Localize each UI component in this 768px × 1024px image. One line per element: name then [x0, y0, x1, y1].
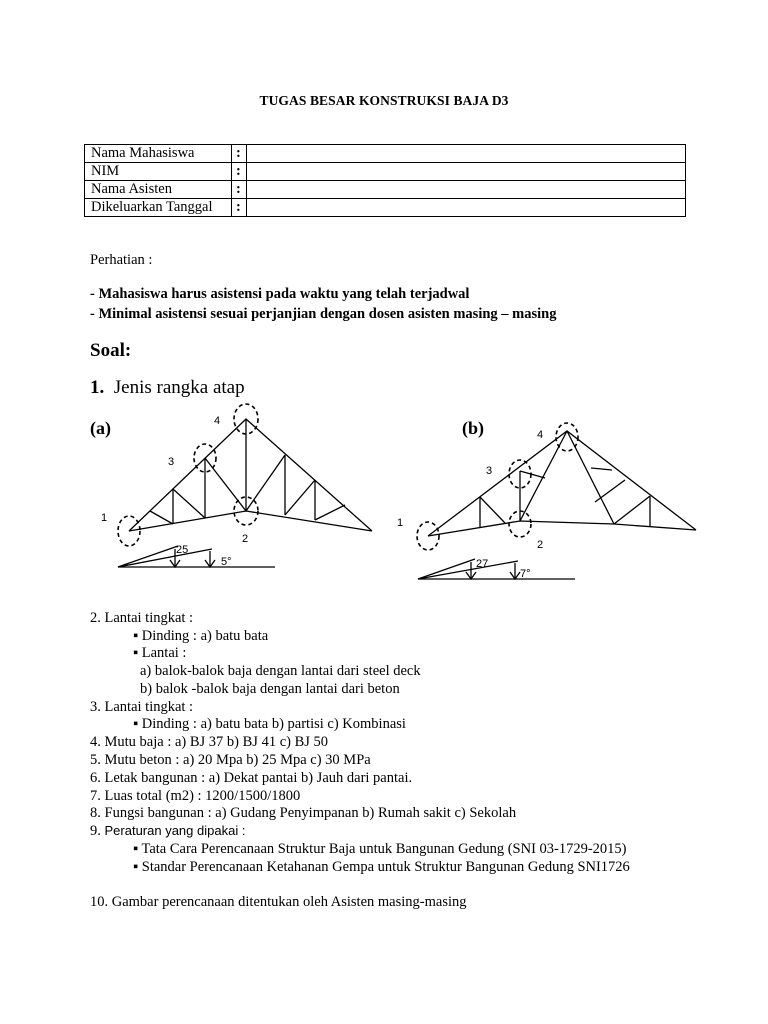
angle-label-b1: 27 [476, 558, 489, 570]
node-label-b: 2 [537, 539, 544, 551]
info-colon: : [232, 199, 247, 217]
question-line: ▪ Dinding : a) batu bata [133, 628, 269, 644]
question-9-label: Peraturan yang dipakai : [104, 823, 246, 838]
question-line: ▪ Dinding : a) batu bata b) partisi c) Kombinasi [133, 716, 406, 732]
question-line: 5. Mutu beton : a) 20 Mpa b) 25 Mpa c) 30 MPa [90, 752, 371, 768]
info-label: Dikeluarkan Tanggal [85, 199, 232, 217]
regulation-item: ▪ Standar Perencanaan Ketahanan Gempa untuk Struktur Bangunan Gedung SNI1726 [133, 859, 630, 875]
perhatian-item: - Minimal asistensi sesuai perjanjian dengan dosen asisten masing – masing [90, 306, 557, 322]
question-9 [90, 823, 245, 840]
question-line: 3. Lantai tingkat : [90, 699, 194, 715]
question-line: 6. Letak bangunan : a) Dekat pantai b) Jauh dari pantai. [90, 770, 413, 786]
info-label: NIM [85, 163, 232, 181]
node-label-b: 4 [537, 429, 544, 441]
angle-label-a2: 5° [221, 556, 232, 568]
soal-heading: Soal: [90, 340, 132, 361]
truss-b [428, 431, 696, 536]
info-label: Nama Asisten [85, 181, 232, 199]
question-line: ▪ Lantai : [133, 645, 187, 661]
question-line: 8. Fungsi bangunan : a) Gudang Penyimpanan b) Rumah sakit c) Sekolah [90, 805, 517, 821]
regulation-item: ▪ Tata Cara Perencanaan Struktur Baja untuk Bangunan Gedung (SNI 03-1729-2015) [133, 841, 627, 857]
question-number: 9. [90, 823, 101, 839]
question-number: 1. [90, 377, 105, 398]
angle-diagram-a [118, 546, 275, 567]
figure-b-label: (b) [462, 418, 484, 438]
truss-b-node-circles [417, 423, 578, 550]
question-line: 2. Lantai tingkat : [90, 610, 194, 626]
info-colon: : [232, 163, 247, 181]
question-line: 4. Mutu baja : a) BJ 37 b) BJ 41 c) BJ 50 [90, 734, 329, 750]
info-colon: : [232, 145, 247, 163]
figure-a-label: (a) [90, 418, 111, 438]
node-label-b: 1 [397, 517, 404, 529]
perhatian-item: - Mahasiswa harus asistensi pada waktu yang telah terjadwal [90, 286, 470, 302]
angle-label-a1: 25 [176, 544, 189, 556]
question-line: b) balok -balok baja dengan lantai dari beton [140, 681, 400, 697]
angle-diagram-b [418, 559, 575, 579]
node-label-a: 3 [168, 456, 175, 468]
question-10: 10. Gambar perencanaan ditentukan oleh Asisten masing-masing [90, 894, 467, 910]
info-colon: : [232, 181, 247, 199]
node-label-b: 3 [486, 465, 493, 477]
document-title: TUGAS BESAR KONSTRUKSI BAJA D3 [259, 93, 509, 108]
node-label-a: 1 [101, 512, 108, 524]
info-label: Nama Mahasiswa [85, 145, 232, 163]
question-line: 7. Luas total (m2) : 1200/1500/1800 [90, 788, 301, 804]
node-label-a: 4 [214, 415, 221, 427]
question-line: a) balok-balok baja dengan lantai dari steel deck [140, 663, 421, 679]
question-text: Jenis rangka atap [113, 377, 245, 398]
truss-a [129, 419, 372, 531]
perhatian-heading: Perhatian : [90, 252, 153, 268]
angle-label-b2: 7° [520, 568, 531, 580]
node-label-a: 2 [242, 533, 249, 545]
